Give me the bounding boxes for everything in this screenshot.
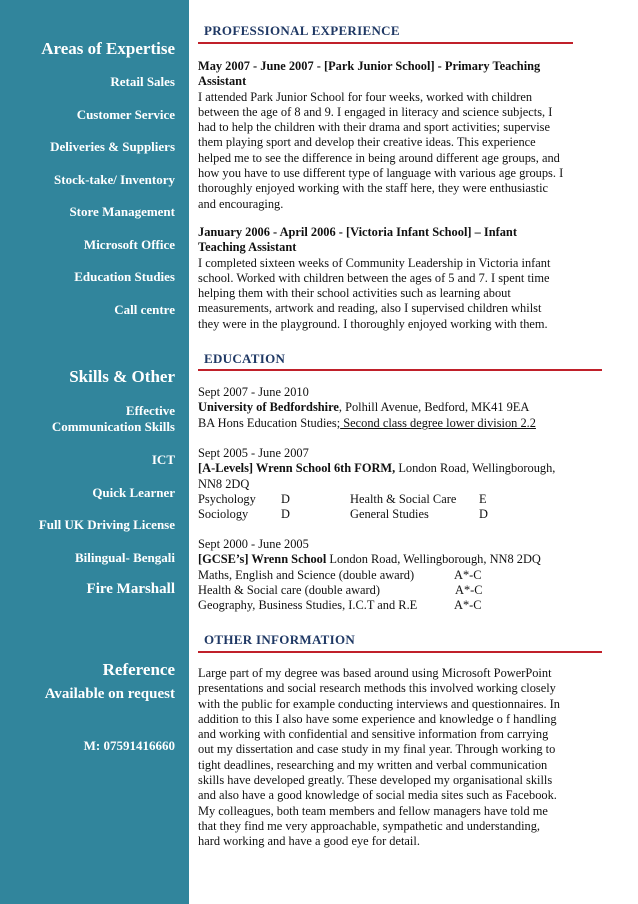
- job-desc-line: helped me to see the difference in being around different age groups, and: [198, 150, 560, 165]
- edu-dates: Sept 2005 - June 2007: [198, 446, 309, 460]
- expertise-item: Stock-take/ Inventory: [54, 172, 175, 187]
- edu-institution: University of Bedfordshire: [198, 400, 339, 415]
- job-heading: Teaching Assistant: [198, 240, 297, 255]
- skills-item: Full UK Driving License: [38, 517, 175, 532]
- paragraph-line: addition to this I also have some experience and knowledge o f handling: [198, 711, 557, 726]
- skills-item: Bilingual- Bengali: [74, 550, 175, 565]
- education-entry: [198, 385, 608, 431]
- expertise-item: Store Management: [69, 204, 175, 219]
- expertise-item: Customer Service: [76, 107, 175, 122]
- paragraph-line: and working with confidential and sensitive information from carrying: [198, 727, 549, 742]
- job-desc-line: school. Worked with children between the ages of 5 and 7. I spent time: [198, 270, 550, 285]
- subject: Health & Social care (double award): [198, 582, 380, 597]
- subject: Health & Social Care: [350, 491, 457, 506]
- paragraph-line: and also have a good knowledge of social media sites such as Facebook.: [198, 788, 557, 803]
- paragraph-line: skills have developed greatly. These developed my organisational skills: [198, 773, 553, 788]
- skills-heading: Skills & Other: [69, 367, 175, 386]
- reference-subtitle: Available on request: [44, 686, 175, 702]
- subject: Sociology: [198, 507, 249, 522]
- paragraph-line: that they find me very approachable, sympathetic and understanding,: [198, 818, 541, 833]
- other-info-text: [198, 666, 608, 850]
- other-info-heading: OTHER INFORMATION: [204, 632, 356, 647]
- paragraph-line: Large part of my degree was based around using Microsoft PowerPoint: [198, 666, 552, 680]
- paragraph-line: out my dissertation and case study in my final year. Through working to: [198, 742, 556, 757]
- subject: Psychology: [198, 491, 256, 506]
- job-desc-line: had to help the children with their drama and sport activities; supervise: [198, 120, 551, 135]
- expertise-item: Microsoft Office: [83, 237, 175, 252]
- paragraph-line: hard working and have a good eye for detail.: [198, 834, 420, 849]
- grade: E: [479, 491, 487, 506]
- paragraph-line: My colleagues, both team members and fellow managers have told me: [198, 803, 548, 818]
- job-desc-line: thoroughly enjoyed working with the staff here, they were enthusiastic: [198, 181, 549, 196]
- job-heading: Assistant: [198, 74, 247, 89]
- paragraph-line: presentations and social research methods this involved working closely: [198, 681, 556, 696]
- expertise-item: Education Studies: [74, 269, 175, 284]
- grade: A*-C: [454, 598, 482, 613]
- skills-item: Quick Learner: [92, 485, 175, 500]
- skills-item: ICT: [151, 452, 175, 467]
- job-desc-line: between the age of 8 and 9. I engaged in literacy and science subjects, I: [198, 104, 553, 119]
- edu-address: London Road, Wellingborough,: [395, 461, 556, 476]
- grade-row: [198, 507, 608, 522]
- expertise-item: Call centre: [114, 302, 175, 317]
- edu-address: London Road, Wellingborough, NN8 2DQ: [326, 552, 541, 567]
- grade: A*-C: [454, 567, 482, 582]
- job-entry: [198, 59, 608, 212]
- edu-institution: [GCSE’s] Wrenn School: [198, 552, 327, 567]
- reference-heading: Reference: [102, 660, 175, 679]
- sidebar: [0, 0, 189, 904]
- edu-institution: [A-Levels] Wrenn School 6th FORM,: [198, 461, 396, 476]
- education-entry: [198, 446, 608, 522]
- job-heading: May 2007 - June 2007 - [Park Junior School] - Primary Teaching: [198, 59, 541, 73]
- job-desc-line: them playing sport and develop their creative ideas. This experience: [198, 135, 536, 150]
- expertise-heading: Areas of Expertise: [41, 39, 175, 58]
- skills-item: Effective: [125, 403, 175, 418]
- job-desc-line: I attended Park Junior School for four weeks, worked with children: [198, 89, 533, 104]
- subject: Maths, English and Science (double award): [198, 567, 415, 582]
- edu-degree-class: Second class degree lower division 2.2: [340, 415, 536, 430]
- grade: D: [479, 507, 488, 522]
- job-entry: [198, 225, 608, 332]
- section-divider: [198, 42, 573, 44]
- job-desc-line: I completed sixteen weeks of Community Leadership in Victoria infant: [198, 255, 551, 270]
- job-desc-line: helping them with their school activities such as learning about: [198, 286, 511, 301]
- education-entry: [198, 537, 608, 613]
- grade: D: [281, 491, 290, 506]
- phone-number: M: 07591416660: [83, 738, 175, 753]
- job-desc-line: how you have to use different type of language with various age groups. I: [198, 166, 564, 181]
- grade-row: [198, 583, 608, 598]
- grade-row: [198, 598, 608, 613]
- grade-row: [198, 568, 608, 583]
- education-heading: EDUCATION: [204, 351, 286, 366]
- edu-dates: Sept 2007 - June 2010: [198, 385, 309, 399]
- skills-item: Fire Marshall: [86, 581, 175, 597]
- paragraph-line: with the public for example conducting interviews and questionnaires. In: [198, 696, 560, 711]
- grade-row: [198, 492, 608, 507]
- experience-heading: PROFESSIONAL EXPERIENCE: [204, 23, 400, 38]
- skills-item: Communication Skills: [51, 419, 175, 434]
- paragraph-line: tight deadlines, researching and my written and verbal communication: [198, 757, 548, 772]
- job-desc-line: they were in the playground. I thoroughly enjoyed working with them.: [198, 316, 548, 331]
- edu-address: , Polhill Avenue, Bedford, MK41 9EA: [338, 400, 530, 415]
- edu-address: NN8 2DQ: [198, 476, 250, 491]
- edu-dates: Sept 2000 - June 2005: [198, 537, 309, 551]
- expertise-item: Retail Sales: [110, 74, 175, 89]
- job-heading: January 2006 - April 2006 - [Victoria Infant School] – Infant: [198, 225, 517, 239]
- grade: D: [281, 507, 290, 522]
- subject: Geography, Business Studies, I.C.T and R.E: [198, 598, 418, 613]
- edu-degree: BA Hons Education Studies;: [198, 415, 341, 430]
- expertise-item: Deliveries & Suppliers: [50, 139, 175, 154]
- job-desc-line: measurements, artwork and reading, also I supervised children whilst: [198, 301, 542, 316]
- subject: General Studies: [350, 507, 429, 522]
- job-desc-line: and encouraging.: [198, 196, 284, 211]
- section-divider: [198, 651, 602, 653]
- section-divider: [198, 369, 602, 371]
- grade: A*-C: [455, 582, 483, 597]
